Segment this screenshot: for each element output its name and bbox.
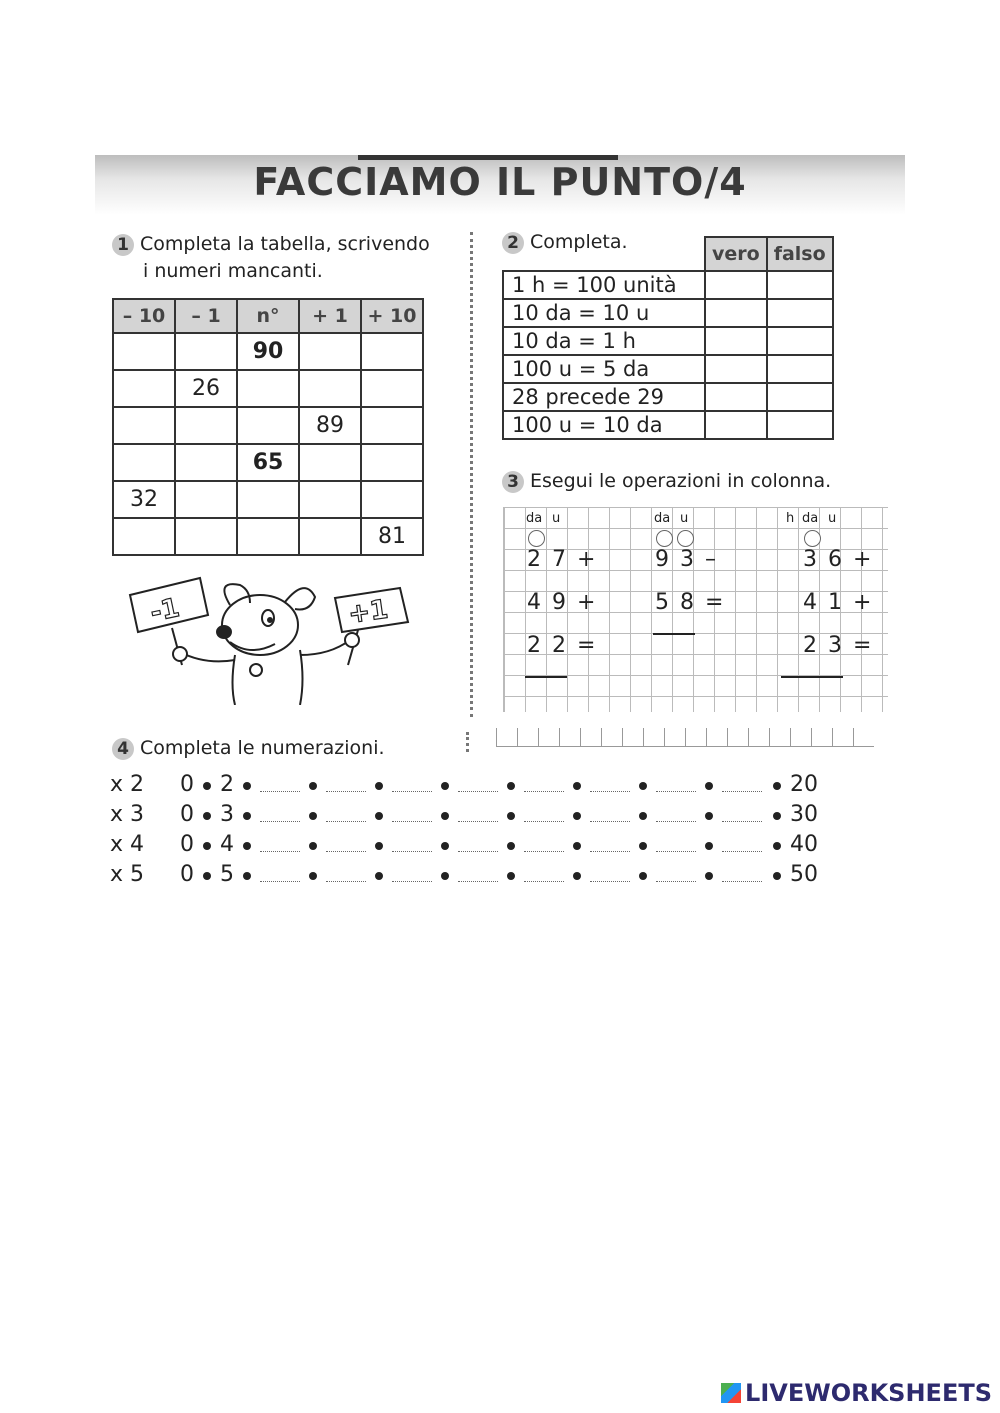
bullet [705,872,713,880]
ex1-instruction [112,231,430,285]
answer-blank[interactable] [458,821,498,822]
row-end: 30 [790,802,818,827]
op3-head-u: u [828,511,837,526]
answer-blank[interactable] [392,821,432,822]
op1-head-da: da [526,511,543,526]
row-second: 5 [220,862,234,887]
op3-line1: 3 6 + [803,547,874,572]
ex1-cell: 65 [237,444,299,481]
bullet [507,842,515,850]
ex2-false-box[interactable] [767,355,833,383]
ex2-header-true: vero [705,237,767,271]
carry-circle[interactable] [804,530,821,547]
ex2-false-box[interactable] [767,383,833,411]
ex1-cell[interactable] [113,370,175,407]
answer-blank[interactable] [656,791,696,792]
answer-blank[interactable] [524,851,564,852]
row-label: x 4 [110,832,145,857]
bullet [441,872,449,880]
ex1-cell: 81 [361,518,423,555]
footer-brand-text: LIVEWORKSHEETS [745,1379,992,1407]
bullet [203,782,211,790]
answer-blank[interactable] [392,851,432,852]
op3-head-h: h [786,511,795,526]
answer-blank[interactable] [260,881,300,882]
bullet [243,782,251,790]
numeration-row [110,772,830,800]
bullet [441,782,449,790]
carry-circle[interactable] [528,530,545,547]
ex1-instruction-line1: Completa la tabella, scrivendo [140,233,430,255]
ex3-instruction [502,470,831,493]
bullet [203,812,211,820]
bullet [705,812,713,820]
bullet [441,842,449,850]
answer-blank[interactable] [392,791,432,792]
ex2-true-box[interactable] [705,327,767,355]
op3-line2: 4 1 + [803,590,874,615]
op2-head-u: u [680,511,689,526]
bullet [375,812,383,820]
ex2-false-box[interactable] [767,327,833,355]
ex1-cell[interactable] [299,481,361,518]
answer-blank[interactable] [656,821,696,822]
bullet [507,812,515,820]
row-second: 4 [220,832,234,857]
row-label: x 2 [110,772,145,797]
answer-blank[interactable] [590,791,630,792]
ex1-cell[interactable] [299,370,361,407]
bullet [705,782,713,790]
ex1-cell[interactable] [361,407,423,444]
answer-blank[interactable] [524,791,564,792]
numeration-row [110,832,830,860]
row-label: x 5 [110,862,145,887]
answer-blank[interactable] [326,881,366,882]
answer-blank[interactable] [260,821,300,822]
page-title: FACCIAMO IL PUNTO/4 [253,160,747,204]
op1-result-line [525,676,567,678]
column-divider-small [466,732,469,752]
ex1-cell: 89 [299,407,361,444]
ex2-statement: 10 da = 1 h [503,327,705,355]
ex2-statement: 1 h = 100 unità [503,271,705,299]
ex1-cell[interactable] [175,518,237,555]
answer-blank[interactable] [590,821,630,822]
ex1-cell[interactable] [175,481,237,518]
ex2-empty-corner [503,237,705,271]
bullet [639,812,647,820]
ex3-grid-bottom-ticks [496,728,874,747]
ex1-cell[interactable] [113,333,175,370]
ex1-header: + 1 [299,299,361,333]
bullet [203,842,211,850]
answer-blank[interactable] [392,881,432,882]
ex1-table [112,298,424,556]
ex1-cell[interactable] [361,370,423,407]
column-divider [470,232,473,717]
answer-blank[interactable] [722,881,762,882]
ex2-number: 2 [502,232,524,254]
answer-blank[interactable] [590,881,630,882]
ex1-cell[interactable] [299,333,361,370]
ex1-cell: 26 [175,370,237,407]
row-end: 20 [790,772,818,797]
ex2-false-box[interactable] [767,299,833,327]
op3-line3: 2 3 = [803,633,874,658]
row-start: 0 [180,832,194,857]
ex4-instruction [112,737,385,760]
ex2-header-false: falso [767,237,833,271]
op2-result-line [653,633,695,635]
bullet [309,782,317,790]
ex2-statement: 100 u = 10 da [503,411,705,439]
answer-blank[interactable] [524,881,564,882]
answer-blank[interactable] [656,881,696,882]
ex1-cell[interactable] [175,333,237,370]
ex2-true-box[interactable] [705,355,767,383]
op2-line1: 9 3 – [655,547,718,572]
ex2-statement: 10 da = 10 u [503,299,705,327]
answer-blank[interactable] [722,851,762,852]
row-end: 40 [790,832,818,857]
ex1-cell[interactable] [175,444,237,481]
row-second: 2 [220,772,234,797]
ex1-cell: 32 [113,481,175,518]
op1-line1: 2 7 + [527,547,598,572]
ex1-cell[interactable] [361,481,423,518]
answer-blank[interactable] [458,851,498,852]
op1-line2: 4 9 + [527,590,598,615]
answer-blank[interactable] [326,791,366,792]
ex1-header: n° [237,299,299,333]
sign-left-text: -1 [147,593,183,629]
ex1-cell[interactable] [299,444,361,481]
ex2-true-box[interactable] [705,383,767,411]
ex1-cell[interactable] [361,444,423,481]
row-end: 50 [790,862,818,887]
bullet [573,872,581,880]
op1-head-u: u [552,511,561,526]
numeration-row [110,802,830,830]
bullet [573,842,581,850]
ex1-cell[interactable] [237,407,299,444]
ex1-cell[interactable] [361,333,423,370]
bullet [639,842,647,850]
ex2-instruction-text: Completa. [530,231,628,253]
bullet [639,782,647,790]
bullet [507,872,515,880]
bullet [773,782,781,790]
ex1-cell[interactable] [113,444,175,481]
row-start: 0 [180,862,194,887]
ex1-cell[interactable] [299,518,361,555]
bullet [243,842,251,850]
answer-blank[interactable] [260,851,300,852]
answer-blank[interactable] [722,791,762,792]
answer-blank[interactable] [524,821,564,822]
bullet [375,842,383,850]
ex2-false-box[interactable] [767,411,833,439]
bullet [375,872,383,880]
carry-circle[interactable] [656,530,673,547]
bullet [243,812,251,820]
bullet [309,812,317,820]
ex4-number: 4 [112,738,134,760]
answer-blank[interactable] [656,851,696,852]
ex2-table [502,236,834,440]
row-start: 0 [180,772,194,797]
answer-blank[interactable] [326,821,366,822]
ex2-true-box[interactable] [705,271,767,299]
ex1-cell[interactable] [237,370,299,407]
bullet [639,872,647,880]
bullet [309,872,317,880]
bullet [773,872,781,880]
ex3-number: 3 [502,471,524,493]
bullet [573,812,581,820]
bullet [773,812,781,820]
op3-head-da: da [802,511,819,526]
ex1-number: 1 [112,234,134,256]
answer-blank[interactable] [260,791,300,792]
ex1-header: – 10 [113,299,175,333]
op3-result-line [781,676,843,678]
row-second: 3 [220,802,234,827]
numeration-row [110,862,830,890]
answer-blank[interactable] [722,821,762,822]
op2-head-da: da [654,511,671,526]
bullet [773,842,781,850]
ex4-instruction-text: Completa le numerazioni. [140,737,385,759]
ex2-true-box[interactable] [705,299,767,327]
ex1-cell[interactable] [237,481,299,518]
ex3-instruction-text: Esegui le operazioni in colonna. [530,470,832,492]
op2-line2: 5 8 = [655,590,726,615]
answer-blank[interactable] [326,851,366,852]
ex2-true-box[interactable] [705,411,767,439]
bullet [309,842,317,850]
row-label: x 3 [110,802,145,827]
ex1-header: – 1 [175,299,237,333]
bullet [705,842,713,850]
ex1-cell[interactable] [113,407,175,444]
ex1-cell: 90 [237,333,299,370]
row-start: 0 [180,802,194,827]
bullet [507,782,515,790]
ex2-statement: 100 u = 5 da [503,355,705,383]
ex2-false-box[interactable] [767,271,833,299]
carry-circle[interactable] [677,530,694,547]
ex1-cell[interactable] [237,518,299,555]
bullet [203,872,211,880]
op1-line3: 2 2 = [527,633,598,658]
liveworksheets-logo-icon [721,1383,741,1403]
bullet [243,872,251,880]
answer-blank[interactable] [590,851,630,852]
ex2-statement: 28 precede 29 [503,383,705,411]
answer-blank[interactable] [458,791,498,792]
ex1-instruction-line2: i numeri mancanti. [143,260,323,282]
dog-illustration [120,570,420,705]
bullet [441,812,449,820]
ex1-header: + 10 [361,299,423,333]
answer-blank[interactable] [458,881,498,882]
liveworksheets-logo [721,1379,992,1407]
bullet [375,782,383,790]
ex1-cell[interactable] [113,518,175,555]
sign-right-text: +1 [346,594,391,630]
ex1-cell[interactable] [175,407,237,444]
bullet [573,782,581,790]
